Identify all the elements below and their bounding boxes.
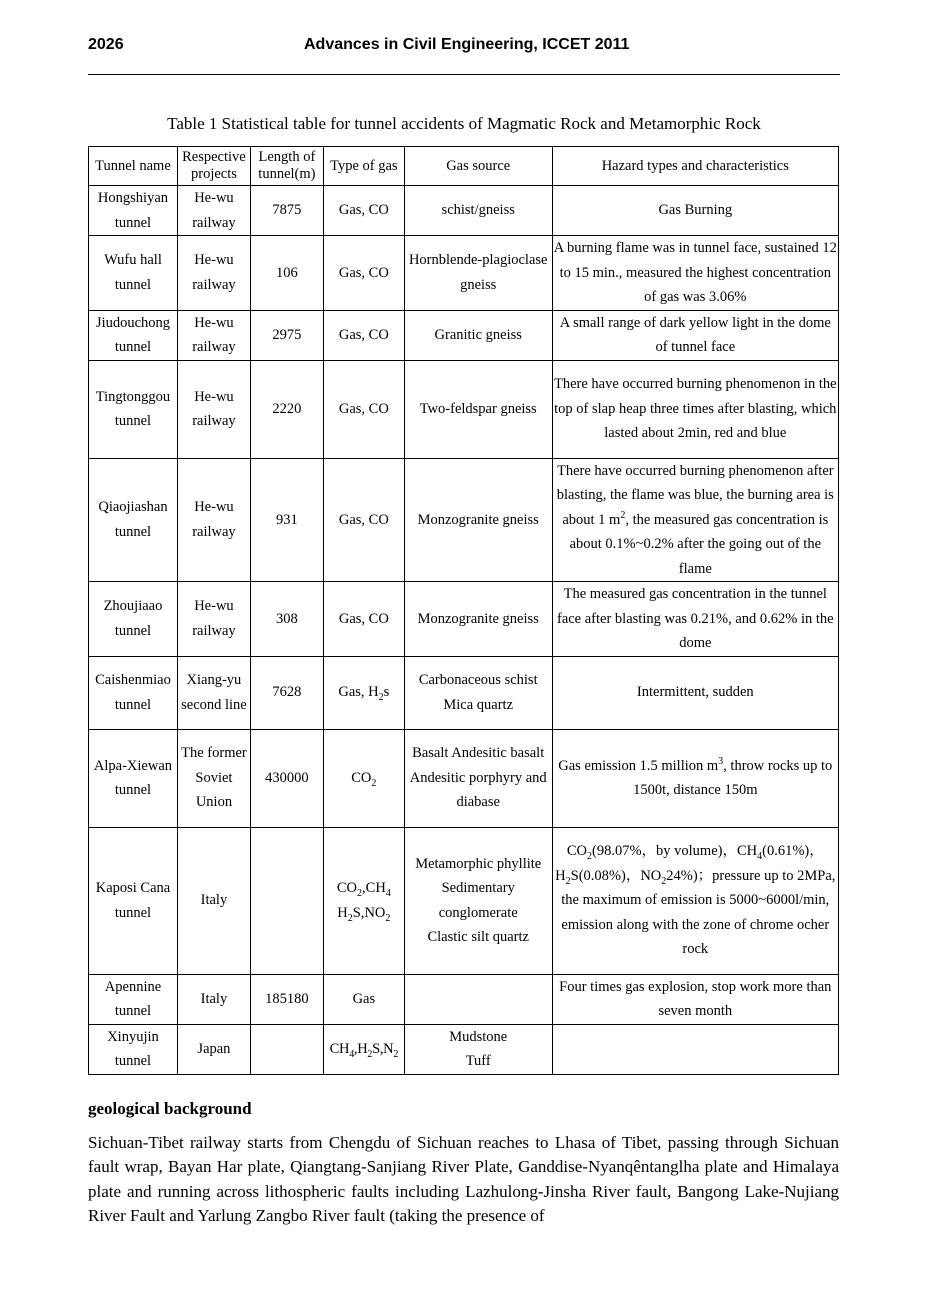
cell-hazard: Intermittent, sudden: [552, 656, 838, 729]
page-number: 2026: [88, 36, 124, 53]
cell-source: Granitic gneiss: [404, 310, 552, 360]
cell-hazard: [552, 1024, 838, 1074]
cell-length: [250, 827, 323, 974]
cell-gas: Gas, CO: [323, 582, 404, 657]
cell-hazard: A small range of dark yellow light in the dome of tunnel face: [552, 310, 838, 360]
cell-length: 7875: [250, 186, 323, 236]
cell-gas: Gas, CO: [323, 236, 404, 311]
col-header-gas: Type of gas: [323, 147, 404, 186]
cell-hazard: A burning flame was in tunnel face, sustained 12 to 15 min., measured the highest concentration of gas was 3.06%: [552, 236, 838, 311]
cell-source: Two-feldspar gneiss: [404, 360, 552, 458]
col-header-hazard: Hazard types and characteristics: [552, 147, 838, 186]
cell-gas: Gas, CO: [323, 458, 404, 582]
cell-project: Japan: [177, 1024, 250, 1074]
cell-gas: $CO_2$: [323, 729, 404, 827]
col-header-name: Tunnel name: [89, 147, 178, 186]
table-row: [89, 1024, 839, 1074]
table-row: [89, 458, 839, 582]
cell-name: Kaposi Cana tunnel: [89, 827, 178, 974]
cell-gas: Gas: [323, 974, 404, 1024]
table-caption: Table 1 Statistical table for tunnel accidents of Magmatic Rock and Metamorphic Rock: [167, 114, 761, 133]
table-row: [89, 827, 839, 974]
tunnel-accidents-table: [88, 146, 839, 1075]
cell-hazard: Gas emission 1.5 million $m^3$, throw rocks up to 1500t, distance 150m: [552, 729, 838, 827]
cell-source: [404, 974, 552, 1024]
cell-length: 2975: [250, 310, 323, 360]
cell-name: Hongshiyan tunnel: [89, 186, 178, 236]
cell-source: Monzogranite gneiss: [404, 458, 552, 582]
cell-project: He-wu railway: [177, 186, 250, 236]
table-row: [89, 236, 839, 311]
table-row: [89, 186, 839, 236]
table-row: [89, 974, 839, 1024]
cell-source: Carbonaceous schist Mica quartz: [404, 656, 552, 729]
cell-source: Basalt Andesitic basalt Andesitic porphyry and diabase: [404, 729, 552, 827]
journal-title: Advances in Civil Engineering, ICCET 2011: [304, 36, 630, 53]
body-paragraph: Sichuan-Tibet railway starts from Chengdu of Sichuan reaches to Lhasa of Tibet, passing through Sichuan fault wrap, Bayan Har plate, Qiangtang-Sanjiang River Plate, Ganddise-Nyanqêntanglha plate and Himalaya plate and running across lithospheric faults including Lazhulong-Jinsha River fault, Bangong Lake-Nujiang River Fault and Yarlung Zangbo River fault (taking the presence of: [88, 1133, 839, 1226]
cell-length: 185180: [250, 974, 323, 1024]
cell-project: Italy: [177, 827, 250, 974]
cell-project: The former Soviet Union: [177, 729, 250, 827]
cell-gas: Gas, CO: [323, 310, 404, 360]
cell-hazard: There have occurred burning phenomenon after blasting, the flame was blue, the burning area is about 1 $m^2$, the measured gas concentration is about 0.1%~0.2% after the going out of the flame: [552, 458, 838, 582]
col-header-project: Respective projects: [177, 147, 250, 186]
cell-length: 106: [250, 236, 323, 311]
cell-length: 7628: [250, 656, 323, 729]
col-header-length: Length of tunnel(m): [250, 147, 323, 186]
section-title: geological background: [88, 1099, 252, 1118]
cell-gas: $CH_4,H_2S,N_2$: [323, 1024, 404, 1074]
cell-gas: Gas, CO: [323, 186, 404, 236]
cell-source: Metamorphic phyllite Sedimentary conglomerate Clastic silt quartz: [404, 827, 552, 974]
cell-project: He-wu railway: [177, 458, 250, 582]
cell-length: 931: [250, 458, 323, 582]
cell-length: 430000: [250, 729, 323, 827]
cell-name: Wufu hall tunnel: [89, 236, 178, 311]
cell-hazard: The measured gas concentration in the tunnel face after blasting was 0.21%, and 0.62% in the dome: [552, 582, 838, 657]
cell-gas: Gas, CO: [323, 360, 404, 458]
cell-hazard: There have occurred burning phenomenon in the top of slap heap three times after blasting, which lasted about 2min, red and blue: [552, 360, 838, 458]
cell-project: He-wu railway: [177, 236, 250, 311]
table-row: [89, 582, 839, 657]
col-header-source: Gas source: [404, 147, 552, 186]
cell-gas: $CO_2,CH_4$ $H_2S,NO_2$: [323, 827, 404, 974]
table-row: [89, 729, 839, 827]
cell-length: [250, 1024, 323, 1074]
cell-source: Hornblende-plagioclase gneiss: [404, 236, 552, 311]
cell-name: Tingtonggou tunnel: [89, 360, 178, 458]
cell-project: Xiang-yu second line: [177, 656, 250, 729]
cell-name: Xinyujin tunnel: [89, 1024, 178, 1074]
cell-gas: Gas, $H_2s$: [323, 656, 404, 729]
cell-source: Monzogranite gneiss: [404, 582, 552, 657]
cell-project: He-wu railway: [177, 360, 250, 458]
cell-length: 2220: [250, 360, 323, 458]
table-row: [89, 656, 839, 729]
cell-name: Caishenmiao tunnel: [89, 656, 178, 729]
page-header: [88, 36, 840, 75]
cell-source: Mudstone Tuff: [404, 1024, 552, 1074]
table-row: [89, 310, 839, 360]
cell-hazard: Four times gas explosion, stop work more than seven month: [552, 974, 838, 1024]
cell-name: Jiudouchong tunnel: [89, 310, 178, 360]
cell-project: He-wu railway: [177, 582, 250, 657]
cell-project: Italy: [177, 974, 250, 1024]
cell-source: schist/gneiss: [404, 186, 552, 236]
cell-name: Zhoujiaao tunnel: [89, 582, 178, 657]
cell-length: 308: [250, 582, 323, 657]
table-row: [89, 360, 839, 458]
cell-name: Alpa-Xiewan tunnel: [89, 729, 178, 827]
cell-name: Qiaojiashan tunnel: [89, 458, 178, 582]
cell-name: Apennine tunnel: [89, 974, 178, 1024]
cell-hazard: $CO_2(98.07\%$，by volume)，$CH_4(0.61\%)$， $H_2S(0.08\%)$，$NO_224\%$)；pressure up to 2MPa, the maximum of emission is 5000~6000l/min, emission along with the zone of chrome ocher rock: [552, 827, 838, 974]
cell-hazard: Gas Burning: [552, 186, 838, 236]
cell-project: He-wu railway: [177, 310, 250, 360]
table-header-row: [89, 147, 839, 186]
